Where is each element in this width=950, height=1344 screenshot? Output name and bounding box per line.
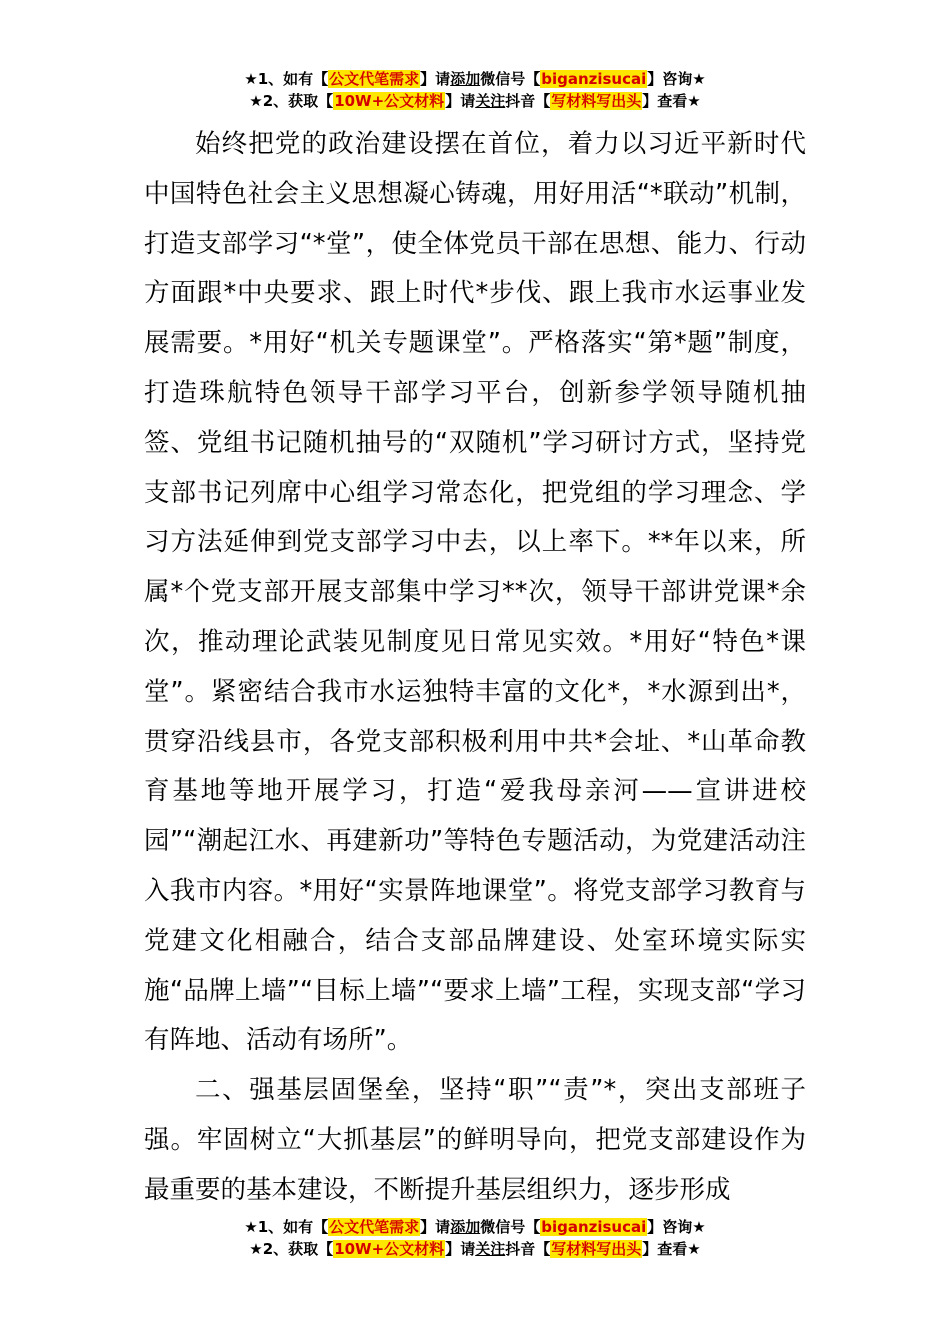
banner-line-2 [0,1238,950,1260]
banner-text: 抖音【 [505,92,551,110]
banner-text: 】请 [420,1218,451,1236]
banner-text: ★1、如有【 [244,70,329,88]
banner-line-1 [0,1216,950,1238]
highlight-douyin-id: 写材料写出头 [551,92,642,110]
highlight-materials: 10W+公文材料 [334,1240,445,1258]
highlight-wechat-id: biganzisucai [541,70,647,88]
highlight-service: 公文代笔需求 [329,1218,420,1236]
banner-text: 抖音【 [505,1240,551,1258]
banner-text: ★2、获取【 [249,1240,334,1258]
banner-text: 】查看★ [642,92,701,110]
banner-text: 】请 [445,92,476,110]
banner-emphasis: 添加 [450,70,481,88]
banner-text: 】查看★ [642,1240,701,1258]
banner-text: 微信号【 [480,70,541,88]
banner-text: ★1、如有【 [244,1218,329,1236]
header-banner [0,68,950,112]
footer-banner [0,1216,950,1260]
body-paragraph-2: 二、强基层固堡垒，坚持“职”“责”*，突出支部班子强。牢固树立“大抓基层”的鲜明导向，把党支部建设作为最重要的基本建设，不断提升基层组织力，逐步形成 [144,1075,806,1205]
banner-text: 】请 [445,1240,476,1258]
highlight-service: 公文代笔需求 [329,70,420,88]
banner-line-2 [0,90,950,112]
banner-text: 】请 [420,70,451,88]
banner-line-1 [0,68,950,90]
banner-text: 微信号【 [480,1218,541,1236]
document-body [144,120,806,1216]
highlight-materials: 10W+公文材料 [334,92,445,110]
body-paragraph-1: 始终把党的政治建设摆在首位，着力以习近平新时代中国特色社会主义思想凝心铸魂，用好用活“*联动”机制，打造支部学习“*堂”，使全体党员干部在思想、能力、行动方面跟*中央要求、跟上时代*步伐、跟上我市水运事业发展需要。*用好“机关专题课堂”。严格落实“第*题”制度，打造珠航特色领导干部学习平台，创新参学领导随机抽签、党组书记随机抽号的“双随机”学习研讨方式，坚持党支部书记列席中心组学习常态化，把党组的学习理念、学习方法延伸到党支部学习中去，以上率下。**年以来，所属*个党支部开展支部集中学习**次，领导干部讲党课*余次，推动理论武装见制度见日常见实效。*用好“特色*课堂”。紧密结合我市水运独特丰富的文化*，*水源到出*，贯穿沿线县市，各党支部积极利用中共*会址、*山革命教育基地等地开展学习，打造“爱我母亲河——宣讲进校园”“潮起江水、再建新功”等特色专题活动，为党建活动注入我市内容。*用好“实景阵地课堂”。将党支部学习教育与党建文化相融合，结合支部品牌建设、处室环境实际实施“品牌上墙”“目标上墙”“要求上墙”工程，实现支部“学习有阵地、活动有场所”。 [144,129,806,1056]
banner-text: 】咨询★ [647,1218,706,1236]
banner-emphasis: 添加 [450,1218,481,1236]
highlight-wechat-id: biganzisucai [541,1218,647,1236]
banner-text: ★2、获取【 [249,92,334,110]
banner-text: 】咨询★ [647,70,706,88]
banner-emphasis: 关注 [475,1240,506,1258]
highlight-douyin-id: 写材料写出头 [551,1240,642,1258]
banner-emphasis: 关注 [475,92,506,110]
